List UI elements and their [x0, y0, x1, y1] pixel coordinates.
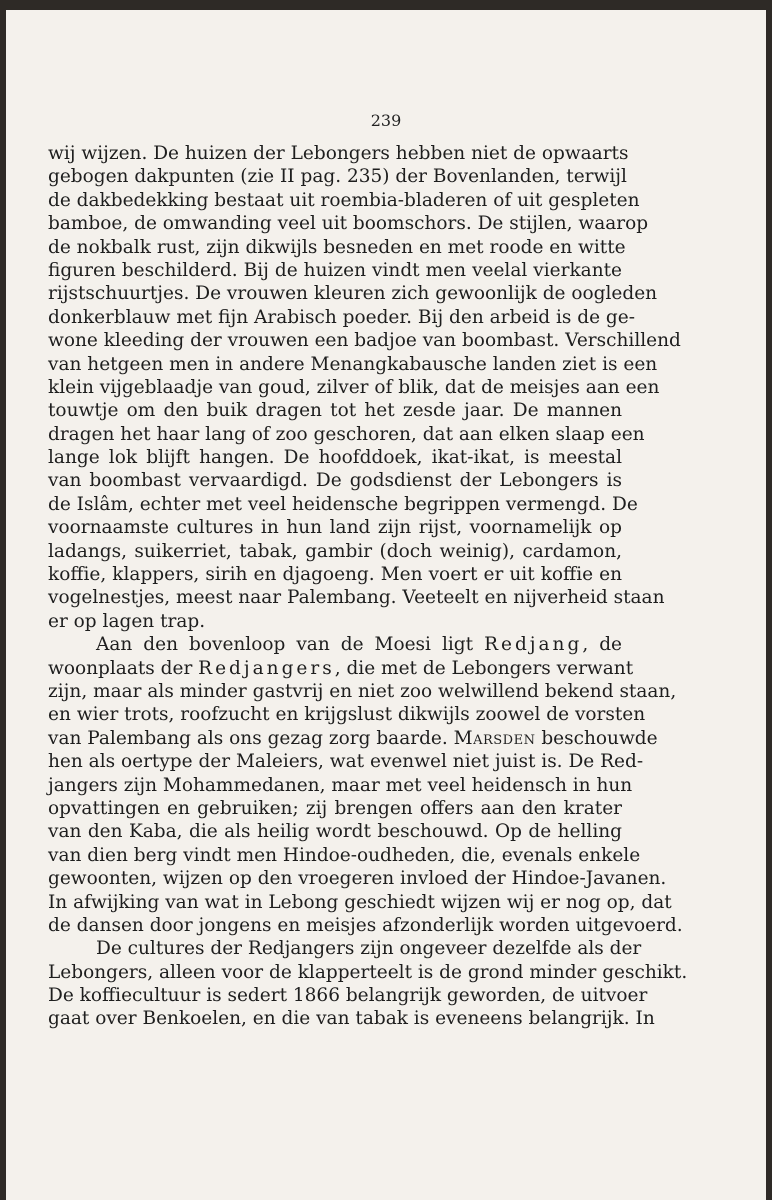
text-line: jangers zijn Mohammedanen, maar met veel heidensch in hun	[48, 774, 633, 796]
text-segment: Aan den bovenloop van de Moesi ligt	[96, 634, 485, 656]
text-line: donkerblauw met fijn Arabisch poeder. Bij den arbeid is de ge-	[48, 306, 635, 328]
text-line: Lebongers, alleen voor de klapperteelt is de grond minder geschikt.	[48, 961, 688, 983]
text-line: koffie, klappers, sirih en djagoeng. Men voert er uit koffie en	[48, 564, 622, 586]
text-segment: van Palembang als ons gezag zorg baarde.	[48, 727, 454, 749]
text-line: bamboe, de omwanding veel uit boomschors. De stijlen, waarop	[48, 213, 649, 235]
text-line: touwtje om den buik dragen tot het zesde jaar. De mannen	[48, 400, 622, 422]
text-line	[48, 657, 634, 680]
emphasized-term: Redjang	[484, 634, 583, 656]
emphasized-term: Marsden	[453, 727, 536, 749]
body-text	[48, 142, 688, 1031]
text-line: opvattingen en gebruiken; zij brengen offers aan den krater	[48, 797, 622, 819]
text-segment: beschouwde	[535, 727, 658, 749]
text-line: rijstschuurtjes. De vrouwen kleuren zich gewoonlijk de oogleden	[48, 283, 658, 305]
text-line: van den Kaba, die als heilig wordt beschouwd. Op de helling	[48, 821, 622, 843]
text-line: hen als oertype der Maleiers, wat evenwel niet juist is. De Red-	[48, 751, 644, 773]
text-line: De cultures der Redjangers zijn ongeveer dezelfde als der	[96, 938, 642, 960]
paragraph	[48, 142, 681, 633]
text-line: en wier trots, roofzucht en krijgslust dikwijls zoowel de vorsten	[48, 704, 646, 726]
text-line: de dansen door jongens en meisjes afzonderlijk worden uitgevoerd.	[48, 914, 683, 936]
book-page	[6, 10, 766, 1200]
text-segment: , de	[582, 634, 622, 656]
page-number: 239	[370, 111, 402, 130]
text-line	[48, 633, 622, 656]
text-line: van boombast vervaardigd. De godsdienst der Lebongers is	[48, 470, 622, 492]
text-line: zijn, maar als minder gastvrij en niet zoo welwillend bekend staan,	[48, 680, 677, 702]
text-line: van dien berg vindt men Hindoe-oudheden, die, evenals enkele	[48, 844, 641, 866]
text-segment: , die met de Lebongers verwant	[334, 657, 634, 679]
text-line: figuren beschilderd. Bij de huizen vindt men veelal vierkante	[48, 259, 622, 281]
text-line: de Islâm, echter met veel heidensche begrippen vermengd. De	[48, 493, 638, 515]
paragraph	[48, 937, 688, 1031]
text-line: lange lok blijft hangen. De hoofddoek, ikat-ikat, is meestal	[48, 447, 622, 469]
text-line: wij wijzen. De huizen der Lebongers hebben niet de opwaarts	[48, 143, 629, 164]
text-segment: woonplaats der	[48, 657, 199, 679]
text-line: de nokbalk rust, zijn dikwijls besneden en met roode en witte	[48, 236, 626, 258]
text-line: vogelnestjes, meest naar Palembang. Veeteelt en nijverheid staan	[48, 587, 665, 609]
text-line	[48, 727, 658, 750]
text-line: van hetgeen men in andere Menangkabausche landen ziet is een	[48, 353, 658, 375]
text-line: gebogen dakpunten (zie II pag. 235) der Bovenlanden, terwijl	[48, 166, 627, 188]
text-line: voornaamste cultures in hun land zijn rijst, voornamelijk op	[48, 517, 622, 539]
text-line: In afwijking van wat in Lebong geschiedt wijzen wij er nog op, dat	[48, 891, 672, 913]
text-line: de dakbedekking bestaat uit roembia-bladeren of uit gespleten	[48, 189, 640, 211]
text-line: gewoonten, wijzen op den vroegeren invloed der Hindoe-Javanen.	[48, 868, 667, 890]
text-line: De koffiecultuur is sedert 1866 belangrijk geworden, de uitvoer	[48, 985, 648, 1007]
text-line: klein vijgeblaadje van goud, zilver of blik, dat de meisjes aan een	[48, 376, 660, 398]
text-line: wone kleeding der vrouwen een badjoe van boombast. Verschillend	[48, 330, 681, 352]
text-line: dragen het haar lang of zoo geschoren, dat aan elken slaap een	[48, 423, 645, 445]
emphasized-term: Redjangers	[198, 657, 335, 679]
text-line: ladangs, suikerriet, tabak, gambir (doch weinig), cardamon,	[48, 540, 622, 562]
text-line: gaat over Benkoelen, en die van tabak is eveneens belangrijk. In	[48, 1008, 655, 1030]
paragraph	[48, 633, 683, 937]
text-line: er op lagen trap.	[48, 610, 206, 632]
